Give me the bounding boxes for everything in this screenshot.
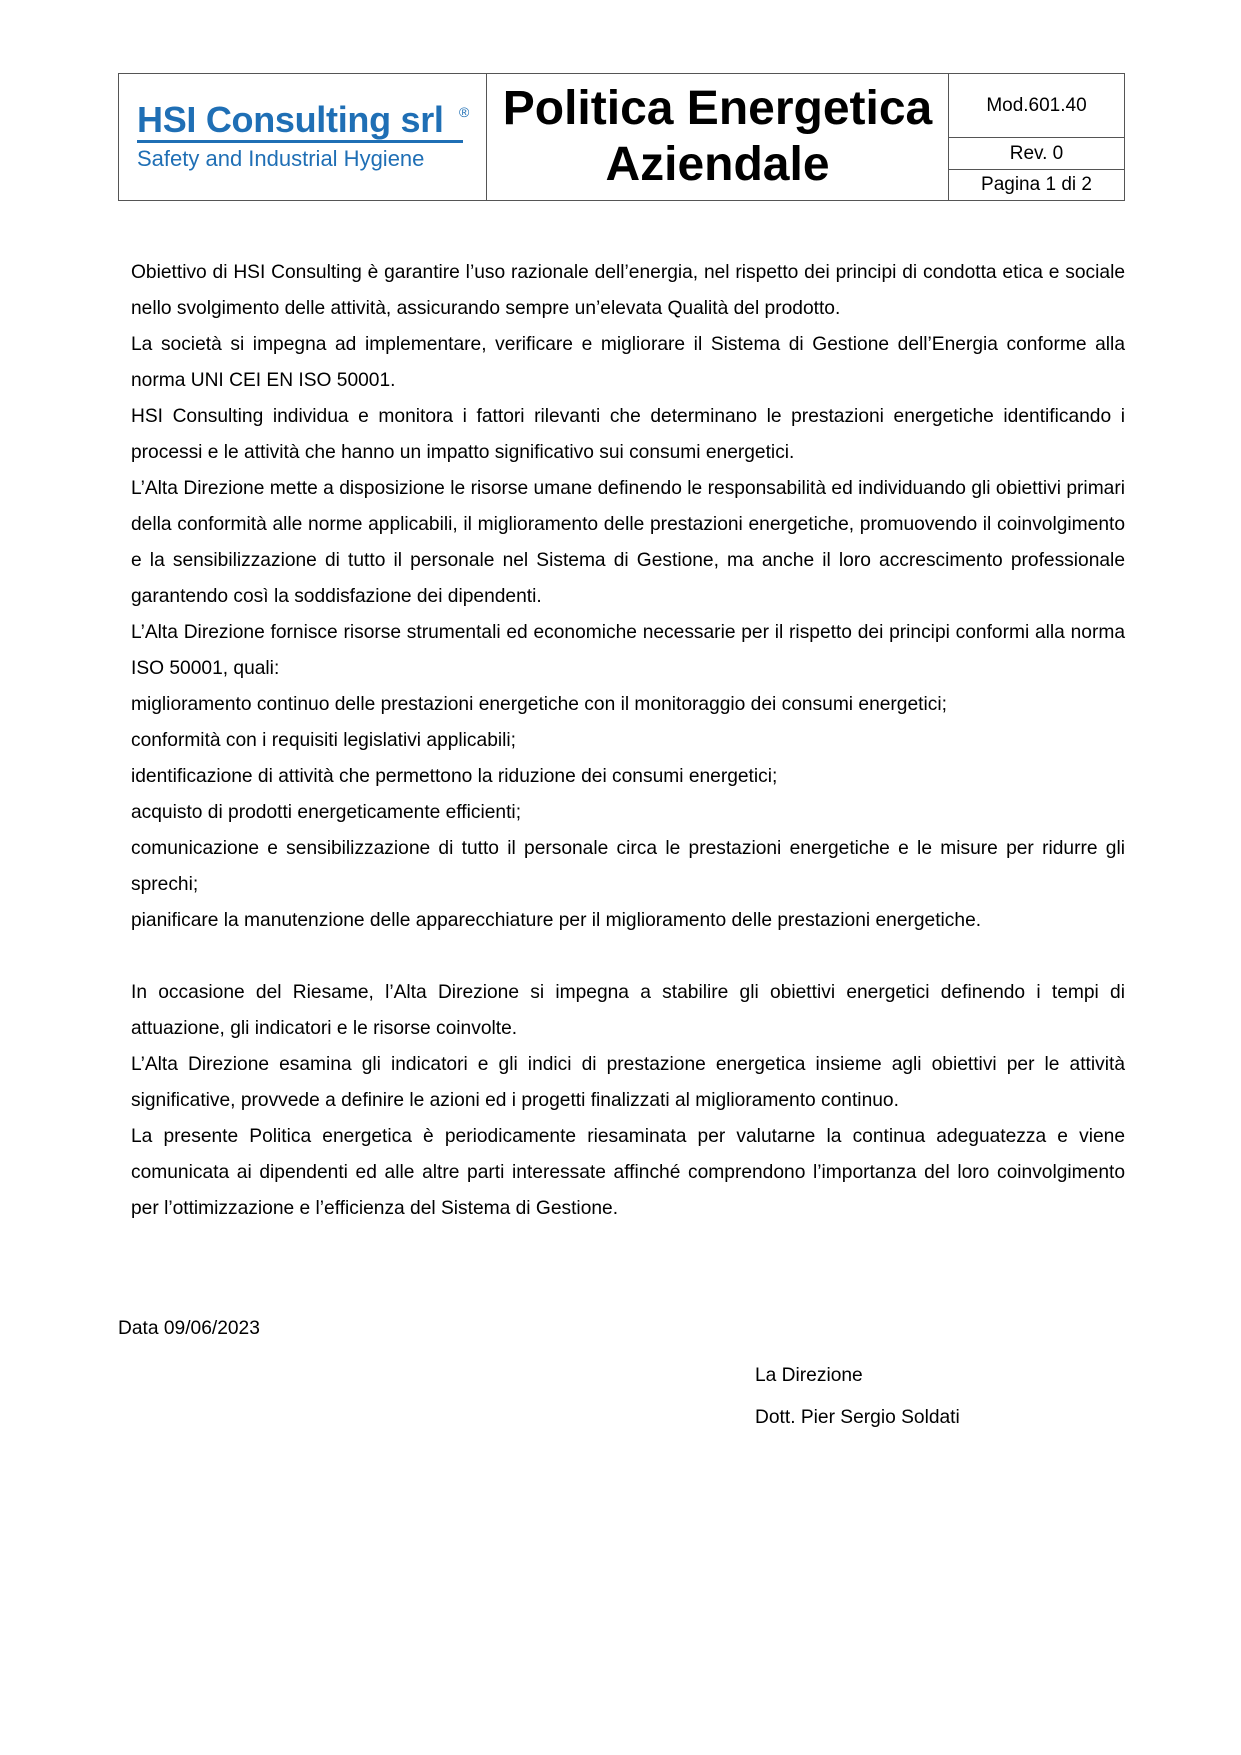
logo-registered-mark: ® [459, 104, 470, 120]
paragraph: La presente Politica energetica è periodicamente riesaminata per valutarne la continua adeguatezza e viene comunicata ai dipendenti ed alle altre parti interessate affinché comprendono l’importanza del loro coinvolgimento per l’ottimizzazione e l’efficienza del Sistema di Gestione. [131, 1126, 1125, 1219]
paragraph: HSI Consulting individua e monitora i fattori rilevanti che determinano le prestazioni energetiche identificando i processi e le attività che hanno un impatto significativo sui consumi energetici. [131, 406, 1125, 463]
logo-tagline: Safety and Industrial Hygiene [137, 146, 425, 171]
title-line-2: Aziendale [605, 138, 830, 191]
logo-company-name: HSI Consulting srl [137, 99, 444, 140]
company-logo [119, 74, 487, 200]
policy-body [131, 255, 1125, 1227]
paragraph: La società si impegna ad implementare, verificare e migliorare il Sistema di Gestione dell’Energia conforme alla norma UNI CEI EN ISO 50001. [131, 334, 1125, 391]
paragraph: L’Alta Direzione mette a disposizione le risorse umane definendo le responsabilità ed individuando gli obiettivi primari della conformità alle norme applicabili, il miglioramento delle prestazioni energetiche, promuovendo il coinvolgimento e la sensibilizzazione di tutto il personale nel Sistema di Gestione, ma anche il loro accrescimento professionale garantendo così la soddisfazione dei dipendenti. [131, 478, 1125, 607]
paragraph: In occasione del Riesame, l’Alta Direzione si impegna a stabilire gli obiettivi energetici definendo i tempi di attuazione, gli indicatori e le risorse coinvolte. [131, 982, 1125, 1039]
paragraph: Obiettivo di HSI Consulting è garantire l’uso razionale dell’energia, nel rispetto dei principi di condotta etica e sociale nello svolgimento delle attività, assicurando sempre un’elevata Qualità del prodotto. [131, 262, 1125, 319]
document-date: Data 09/06/2023 [118, 1318, 260, 1339]
signature-block [755, 1355, 960, 1439]
list-item: comunicazione e sensibilizzazione di tutto il personale circa le prestazioni energetiche e le misure per ridurre gli sprechi; [131, 838, 1125, 895]
list-item: pianificare la manutenzione delle apparecchiature per il miglioramento delle prestazioni energetiche. [131, 910, 982, 931]
document-title [487, 74, 949, 200]
paragraph: L’Alta Direzione fornisce risorse strumentali ed economiche necessarie per il rispetto dei principi conformi alla norma ISO 50001, quali: [131, 622, 1125, 679]
module-code: Mod.601.40 [949, 74, 1124, 138]
page-number: Pagina 1 di 2 [981, 174, 1092, 195]
document-header [118, 73, 1125, 201]
document-meta [949, 74, 1124, 200]
signatory-name: Dott. Pier Sergio Soldati [755, 1407, 960, 1428]
paragraph: L’Alta Direzione esamina gli indicatori e gli indici di prestazione energetica insieme agli obiettivi per le attività significative, provvede a definire le azioni ed i progetti finalizzati al miglioramento continuo. [131, 1054, 1125, 1111]
list-item: identificazione di attività che permettono la riduzione dei consumi energetici; [131, 766, 778, 787]
signatory-role: La Direzione [755, 1365, 863, 1386]
logo-underline [137, 140, 463, 143]
list-item: conformità con i requisiti legislativi applicabili; [131, 730, 516, 751]
list-item: miglioramento continuo delle prestazioni energetiche con il monitoraggio dei consumi energetici; [131, 694, 947, 715]
title-line-1: Politica Energetica [502, 82, 933, 135]
revision-number: Rev. 0 [949, 138, 1124, 170]
list-item: acquisto di prodotti energeticamente efficienti; [131, 802, 522, 823]
